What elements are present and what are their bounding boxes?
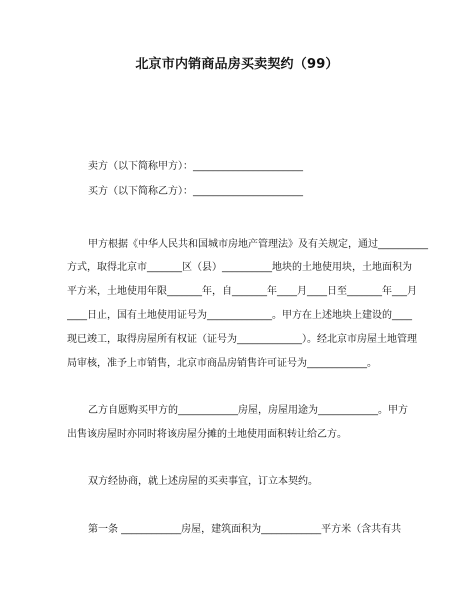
paragraph-line: 乙方自愿购买甲方的____________房屋，房屋用途为____________。甲方 [88, 405, 408, 416]
buyer-line: 买方（以下简称乙方）：______________________ [88, 186, 303, 197]
paragraph-line: 局审核，准予上市销售，北京市商品房销售许可证号为____________。 [67, 358, 377, 369]
paragraph-line: 方式，取得北京市_______区（县）__________地块的土地使用块，土地面积为 [67, 262, 412, 273]
paragraph-line: 出售该房屋时亦同时将该房屋分摊的土地使用面积转让给乙方。 [67, 429, 347, 440]
paragraph-line: 平方米，土地使用年限_______年，自_______年____月____日至_______年___月 [67, 286, 417, 297]
seller-line: 卖方（以下简称甲方）：______________________ [88, 161, 303, 172]
paragraph-line: 双方经协商，就上述房屋的买卖事宜，订立本契约。 [88, 476, 318, 487]
paragraph-line: ____日止，国有土地使用证号为_____________。甲方在上述地块上建设的____ [67, 310, 412, 321]
paragraph-line: 甲方根据《中华人民共和国城市房地产管理法》及有关规定，通过__________ [88, 239, 428, 250]
article-one-line: 第一条 ____________房屋，建筑面积为____________平方米（含共有共 [88, 524, 402, 535]
document-title: 北京市内销商品房买卖契约（99） [135, 57, 339, 72]
paragraph-line: 现已竣工，取得房屋所有权证（证号为_____________）。经北京市房屋土地管理 [67, 334, 417, 345]
